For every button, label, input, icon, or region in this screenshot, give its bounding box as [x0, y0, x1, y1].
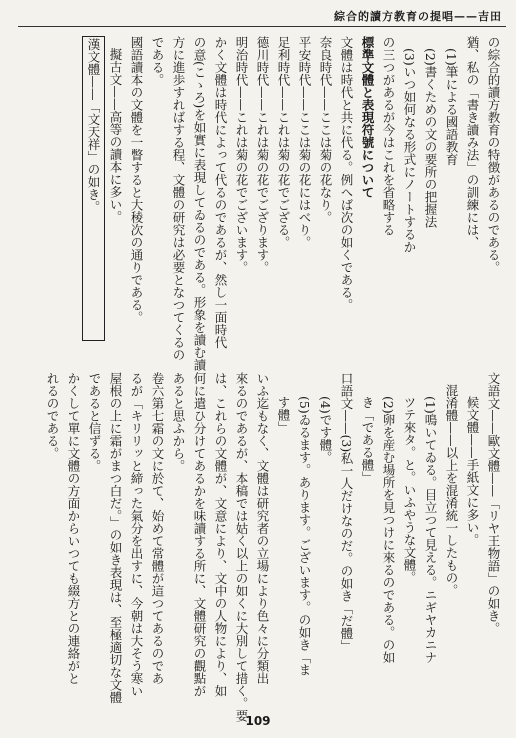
text-line: 明治時代——これは菊の花でございます。 — [234, 36, 249, 274]
text-line: である。 — [150, 36, 165, 86]
text-line: いふ迄もなく、文體は研究者の立場により色々に分類出 — [255, 372, 270, 685]
text-line: 方に進歩すればする程、文體の研究は必要となつてくるの — [171, 36, 186, 361]
text-line: (2)書くための文の要所の把握法 — [423, 48, 438, 229]
text-line: の意(こゝろ)を如實に表現してゐるのである。形象を讀む讀 — [192, 36, 207, 371]
text-line: 屋根の上に霜がまつ白だ。」の如き表現は、至極適切な文體 — [108, 372, 123, 704]
text-line: かくして單に文體の方面からいつても綴方との連絡がと — [66, 372, 81, 685]
text-line: 候文體——手紙文に多い。 — [465, 396, 480, 546]
boxed-line: 漢文體——「文天祥」の如き。 — [82, 36, 105, 341]
text-line: (2)卵を産む場所を見つけに來るのである。の如 — [381, 396, 396, 664]
text-line: 文語文——歐文體——「リヤ王物語」の如き。 — [486, 372, 501, 635]
text-line: 口語文——(3)私一人だけなのだ。の如き「だ體」 — [339, 372, 354, 653]
text-line: き「である體」 — [360, 396, 375, 484]
text-line: 足利時代——これは菊の花でござる。 — [276, 36, 291, 249]
text-line: の三つがあるが今はこれを省略する — [381, 36, 396, 236]
text-line: 卷六第七霜の文に於て、始めて常體が這つてあるのであ — [150, 372, 165, 685]
text-line: 何に遣ひ分けてあるかを味讀する所に、文體研究の觀點が — [192, 372, 207, 697]
running-header: 綜合的讀方教育の提唱——吉田 — [334, 10, 502, 23]
text-line: 國語讀本の文體を一瞥すると大稜次の通りである。 — [129, 36, 144, 324]
text-line: (1)筆による國語教育 — [444, 48, 459, 166]
text-line: 猶、私の「書き讀み法」の訓練には、 — [465, 36, 480, 249]
section-heading: 標準文體と表現符號について — [360, 36, 375, 199]
text-line: は、これらの文體が、文意により、文中の人物により、如 — [213, 372, 228, 697]
text-line: (3)いつ如何なる形式にノートするか — [402, 48, 417, 254]
text-line: れるのである。 — [45, 372, 60, 460]
text-line: す體」 — [276, 396, 291, 434]
text-line: 平安時代——ここは菊の花にはべり。 — [297, 36, 312, 249]
header-rule — [18, 26, 506, 27]
text-line: の綜合的讀方教育の特徴があるのである。 — [486, 36, 501, 274]
text-line: あると思ふから。 — [171, 372, 186, 472]
upper-text-block — [19, 36, 504, 371]
text-line: (1)鳴いてゐる。目立つて見える。ニギヤカニナ — [423, 396, 438, 664]
text-line: 德川時代——これは菊の花でござります。 — [255, 36, 270, 274]
text-line: かく文體は時代によって代るのであるが、然し一面時代 — [213, 36, 228, 349]
text-line: るが「キリリッと締った氣分を出すに、今朝は大そう寒い — [129, 372, 144, 697]
text-line: 混淆體——以上を混淆統一したもの。 — [444, 384, 459, 597]
text-line: であると信ずる。 — [87, 372, 102, 472]
text-line: (5)ゐるます。あります。ございます。の如き「ま — [297, 396, 312, 677]
text-line: ツテ來タ。と。いふやうな文體。 — [402, 396, 417, 584]
text-line: 擬古文——高等の讀本に多い。 — [108, 48, 123, 223]
text-line: 來るのであるが、本稿では姑く以上の如くに大別して措く。要 — [234, 372, 249, 722]
text-line: (4)です體。 — [318, 396, 333, 464]
text-line: 文體は時代と共に代る。例へば次の如くである。 — [339, 36, 354, 311]
text-line: 奈良時代——ここは菊の花なり。 — [318, 36, 333, 224]
page-number: 109 — [245, 714, 271, 728]
